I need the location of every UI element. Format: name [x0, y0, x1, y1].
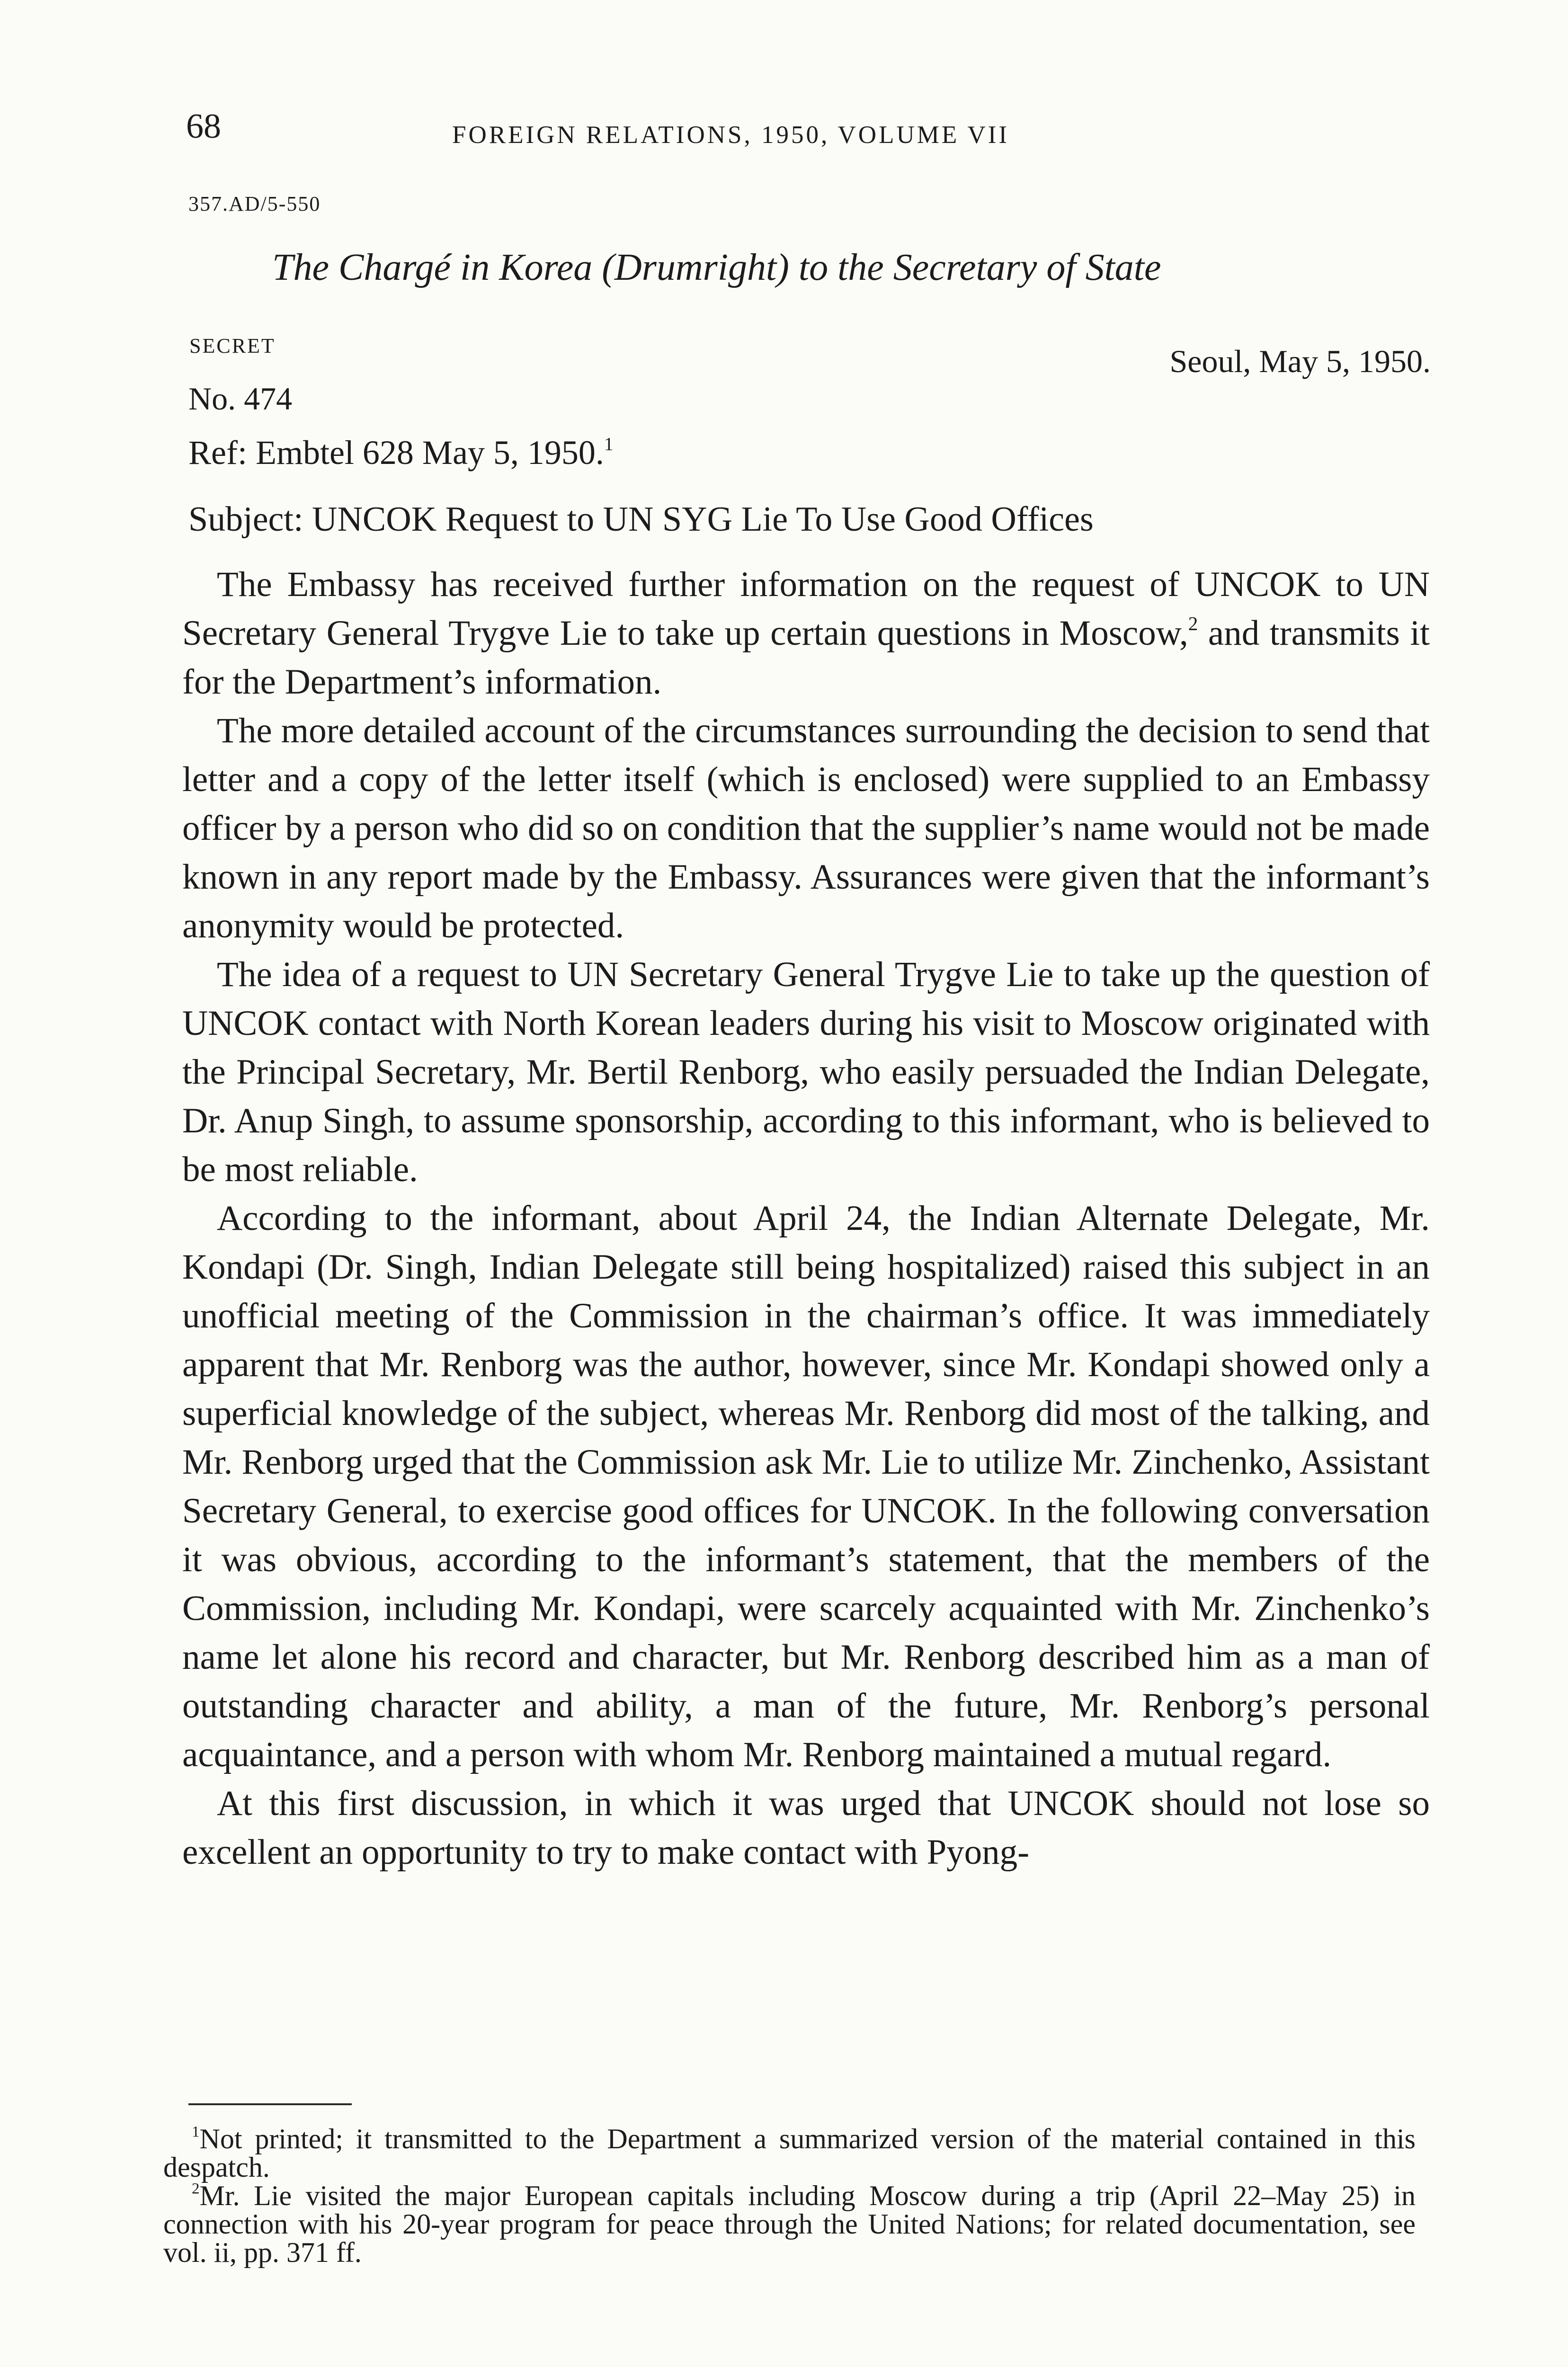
footnote-ref-2: 2	[1188, 613, 1198, 635]
page-number: 68	[186, 107, 221, 146]
paragraph-1-start: The Embassy has received further information on the request of UNCOK to UN Secretary General Trygve Lie to take up certain questions in Moscow,	[182, 565, 1430, 653]
footnote-text: Not printed; it transmitted to the Department a summarized version of the material contained in this despatch.	[163, 2123, 1416, 2183]
reference-line	[188, 433, 614, 472]
paragraph-1-end: and transmits it for the Department’s information.	[182, 614, 1430, 702]
footnote-divider	[188, 2103, 352, 2105]
file-number: 357.AD/5-550	[188, 192, 321, 215]
paragraph-5: At this first discussion, in which it was urged that UNCOK should not lose so excellent an opportunity to try to make contact with Pyong-	[182, 1784, 1430, 1872]
body-text	[182, 560, 1430, 1877]
subject-label: Subject:	[188, 500, 303, 539]
document-title: The Chargé in Korea (Drumright) to the Secretary of State	[272, 247, 1161, 288]
footnote-2	[163, 2181, 1416, 2267]
footnote-mark: 2	[192, 2180, 200, 2198]
subject-text: UNCOK Request to UN SYG Lie To Use Good Offices	[312, 500, 1094, 539]
paragraph-3: The idea of a request to UN Secretary General Trygve Lie to take up the question of UNCOK contact with North Korean leaders during his visit to Moscow originated with the Principal Secretary, Mr. Bertil Renborg, who easily persuaded the Indian Delegate, Dr. Anup Singh, to assume sponsorship, according to this informant, who is believed to be most reliable.	[182, 955, 1430, 1189]
subject-line	[188, 499, 1094, 540]
dateline: Seoul, May 5, 1950.	[1169, 343, 1431, 379]
reference-text: Embtel 628 May 5, 1950.	[255, 434, 604, 472]
running-head: FOREIGN RELATIONS, 1950, VOLUME VII	[452, 121, 1010, 149]
reference-label: Ref:	[188, 434, 247, 472]
paragraph-4: According to the informant, about April 24, the Indian Alternate Delegate, Mr. Kondapi (Dr. Singh, Indian Delegate still being hospitalized) raised this subject in an unofficial meeting of the Commission in the chairman’s office. It was immediately apparent that Mr. Renborg was the author, however, since Mr. Kondapi showed only a superficial knowledge of the subject, whereas Mr. Renborg did most of the talking, and Mr. Renborg urged that the Commission ask Mr. Lie to utilize Mr. Zinchenko, Assistant Secretary General, to exercise good offices for UNCOK. In the following conversation it was obvious, according to the informant’s statement, that the members of the Commission, including Mr. Kondapi, were scarcely acquainted with Mr. Zinchenko’s name let alone his record and character, but Mr. Renborg described him as a man of outstanding character and ability, a man of the future, Mr. Renborg’s personal acquaintance, and a person with whom Mr. Renborg maintained a mutual regard.	[182, 1199, 1430, 1774]
footnote-text: Mr. Lie visited the major European capitals including Moscow during a trip (April 22–May 25) in connection with his 20-year program for peace through the United Nations; for related documentation, see vol. ii, pp. 371 ff.	[163, 2180, 1416, 2268]
footnote-1	[163, 2125, 1416, 2181]
paragraph-1	[182, 560, 1430, 706]
paragraph-2: The more detailed account of the circumstances surrounding the decision to send that letter and a copy of the letter itself (which is enclosed) were supplied to an Embassy officer by a person who did so on condition that the supplier’s name would not be made known in any report made by the Embassy. Assurances were given that the informant’s anonymity would be protected.	[182, 711, 1430, 945]
classification-label: SECRET	[189, 334, 276, 357]
footnote-ref-1: 1	[604, 433, 614, 454]
footnote-mark: 1	[192, 2123, 200, 2141]
despatch-number: No. 474	[188, 381, 293, 417]
footnotes	[163, 2125, 1416, 2267]
